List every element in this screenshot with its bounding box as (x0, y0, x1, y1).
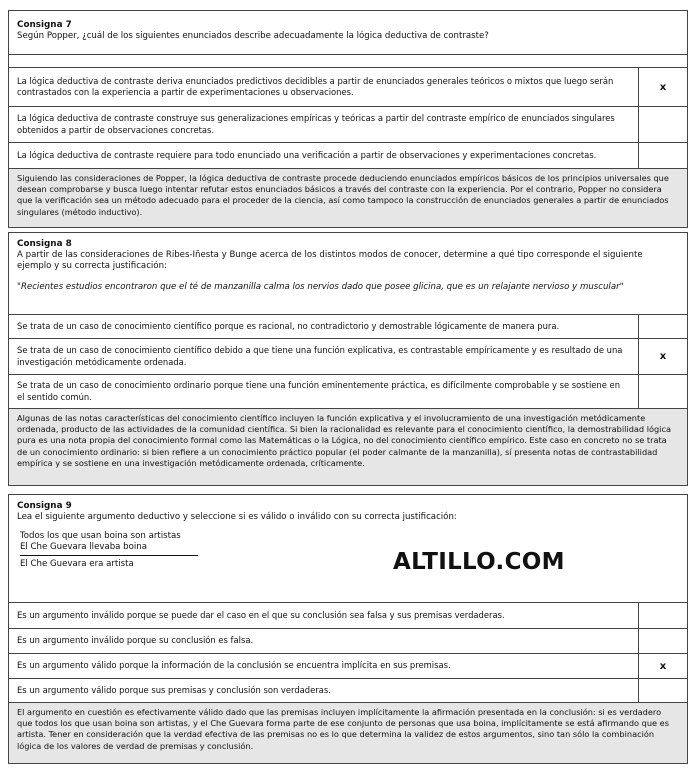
option-row[interactable] (9, 375, 687, 409)
answer-mark (639, 679, 687, 702)
consigna-8 (8, 232, 688, 486)
argument-divider (20, 553, 198, 556)
consigna-7 (8, 10, 688, 228)
question-header (9, 233, 687, 315)
answer-mark (639, 315, 687, 338)
answer-mark (639, 143, 687, 168)
option-text: Se trata de un caso de conocimiento ordinario porque tiene una función eminentemente práctica, es difícilmente comprobable y se sostiene en el sentido común. (9, 375, 639, 408)
option-text: Es un argumento inválido porque se puede dar el caso en el que su conclusión sea falsa y sus premisas verdaderas. (9, 603, 639, 628)
option-row[interactable] (9, 654, 687, 679)
answer-mark: x (659, 81, 667, 93)
question-text: Según Popper, ¿cuál de los siguientes enunciados describe adecuadamente la lógica deductiva de contraste? (17, 31, 489, 41)
option-text: Es un argumento válido porque la información de la conclusión se encuentra implícita en sus premisas. (9, 654, 639, 678)
option-row[interactable] (9, 679, 687, 703)
answer-mark: x (659, 660, 667, 672)
consigna-9 (8, 494, 688, 764)
option-row[interactable] (9, 339, 687, 375)
explanation: El argumento en cuestión es efectivamente válido dado que las premisas incluyen implícitamente la afirmación presentada en la conclusión: si es verdadero que todos los que usan boina son artistas, y el Che Guevara forma parte de ese conjunto de personas que usa boina, implícitamente se está afirmando que es artista. Tener en consideración que la verdad efectiva de las premisas no es lo que determina la validez de estos argumentos, sino tan sólo la combinación lógica de los valores de verdad de premisas y conclusión. (9, 703, 687, 763)
explanation: Algunas de las notas características del conocimiento científico incluyen la función explicativa y el involucramiento de una investigación metódicamente ordenada, producto de las actividades de la comunidad científica. Si bien la racionalidad es relevante para el conocimiento científico, la demostrabilidad lógica pura es una nota propia del conocimiento formal como las Matemáticas o la Lógica, no del conocimiento científico empírico. Este caso en concreto no se trata de un conocimiento ordinario: si bien refiere a un conocimiento práctico popular (el poder calmante de la manzanilla), sí presenta notas de contrastabilidad empírica y se sostiene en una investigación metódicamente ordenada, críticamente. (9, 409, 687, 485)
question-header (9, 11, 687, 55)
watermark-text: ALTILLO.COM (393, 549, 565, 575)
premise-1: Todos los que usan boina son artistas (20, 531, 181, 541)
explanation: Siguiendo las consideraciones de Popper, la lógica deductiva de contraste procede deduciendo enunciados empíricos básicos de los principios universales que desean comprobarse y busca luego intentar refutar estos enunciados básicos a través del contraste con la experiencia. Por el contrario, Popper no considera que la verificación sea un método adecuado para el proceder de la ciencia, así como tampoco la construcción de enunciados generales a partir de enunciados singulares (método inductivo). (9, 169, 687, 227)
option-row[interactable] (9, 107, 687, 143)
answer-mark (639, 375, 687, 408)
question-title: Consigna 8 (17, 239, 72, 249)
question-text: Lea el siguiente argumento deductivo y seleccione si es válido o inválido con su correcta justificación: (17, 512, 457, 522)
option-text: La lógica deductiva de contraste deriva enunciados predictivos decidibles a partir de enunciados generales teóricos o mixtos que luego serán contrastados con la experiencia a partir de experimentaciones u observaciones. (9, 68, 639, 106)
option-text: Es un argumento inválido porque su conclusión es falsa. (9, 629, 639, 653)
option-row[interactable] (9, 629, 687, 654)
question-title: Consigna 9 (17, 501, 72, 511)
option-row[interactable] (9, 603, 687, 629)
option-row[interactable] (9, 67, 687, 107)
option-row[interactable] (9, 315, 687, 339)
question-header (9, 495, 687, 603)
argument (17, 531, 679, 570)
option-text: La lógica deductiva de contraste requiere para todo enunciado una verificación a partir de observaciones y experimentaciones concretas. (9, 143, 639, 168)
option-text: Se trata de un caso de conocimiento científico porque es racional, no contradictorio y demostrable lógicamente de manera pura. (9, 315, 639, 338)
option-text: Es un argumento válido porque sus premisas y conclusión son verdaderas. (9, 679, 639, 702)
question-title: Consigna 7 (17, 20, 72, 30)
premise-2: El Che Guevara llevaba boina (20, 542, 147, 552)
answer-mark (639, 107, 687, 142)
option-text: La lógica deductiva de contraste construye sus generalizaciones empíricas y teóricas a partir del contraste empírico de enunciados singulares obtenidos a partir de observaciones concretas. (9, 107, 639, 142)
option-row[interactable] (9, 143, 687, 169)
answer-mark (639, 603, 687, 628)
example-quote: "Recientes estudios encontraron que el té de manzanilla calma los nervios dado que posee glicina, que es un relajante nervioso y muscular" (17, 282, 624, 292)
question-text: A partir de las consideraciones de Ribes-Iñesta y Bunge acerca de los distintos modos de conocer, determine a qué tipo corresponde el siguiente ejemplo y su correcta justificación: (17, 250, 643, 271)
answer-mark: x (659, 351, 667, 362)
argument-conclusion: El Che Guevara era artista (20, 559, 134, 569)
option-text: Se trata de un caso de conocimiento científico debido a que tiene una función explicativa, es contrastable empíricamente y es resultado de una investigación metódicamente ordenada. (9, 339, 639, 374)
answer-mark (639, 629, 687, 653)
